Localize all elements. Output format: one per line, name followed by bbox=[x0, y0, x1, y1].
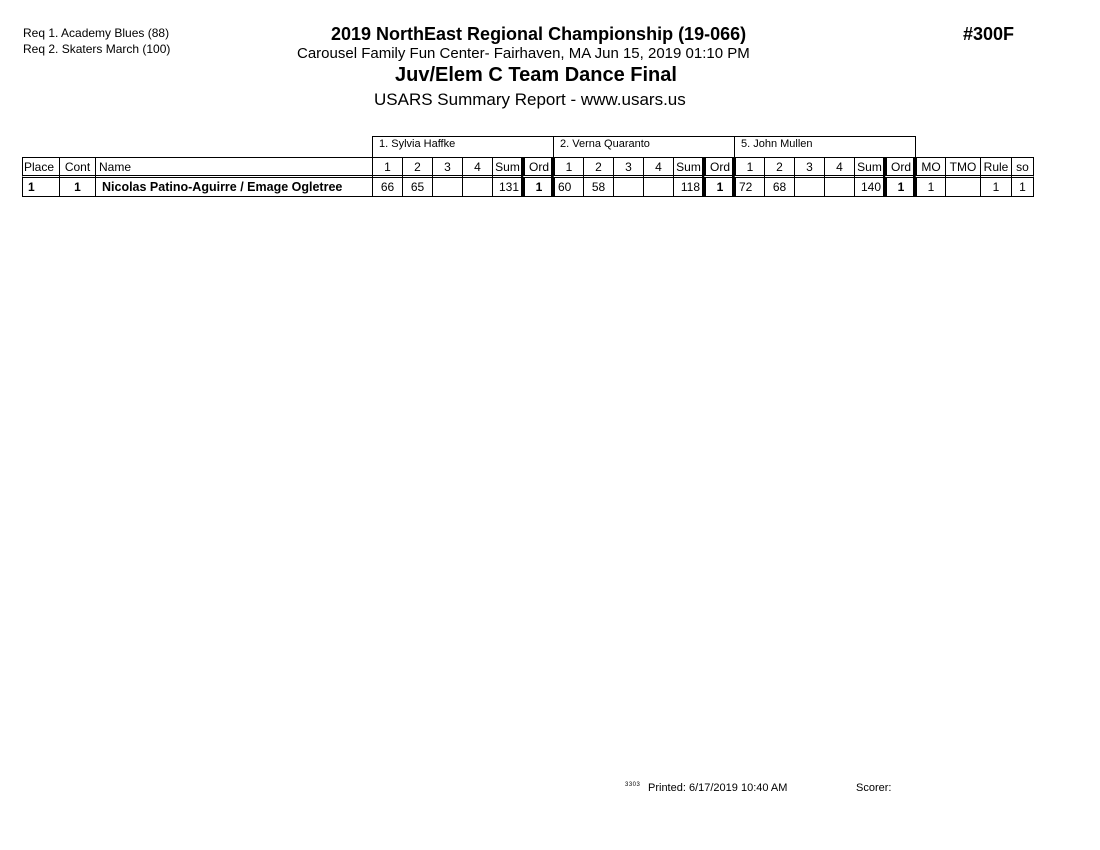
col-header-name: Name bbox=[95, 157, 373, 178]
j2-score-3 bbox=[613, 177, 644, 197]
j1-score-2: 65 bbox=[402, 177, 433, 197]
col-header-j2-ord: Ord bbox=[702, 157, 735, 178]
j2-score-1: 60 bbox=[551, 177, 584, 197]
col-header-j2-2: 2 bbox=[583, 157, 614, 178]
tmo-cell bbox=[945, 177, 981, 197]
skater-name-cell: Nicolas Patino-Aguirre / Emage Ogletree bbox=[95, 177, 373, 197]
col-header-j5-2: 2 bbox=[764, 157, 795, 178]
judge-header-2: 2. Verna Quaranto bbox=[553, 136, 735, 158]
j1-ord: 1 bbox=[521, 177, 554, 197]
rule-cell: 1 bbox=[980, 177, 1012, 197]
col-header-cont: Cont bbox=[59, 157, 96, 178]
place-cell: 1 bbox=[22, 177, 60, 197]
col-header-j2-4: 4 bbox=[643, 157, 674, 178]
col-header-j1-2: 2 bbox=[402, 157, 433, 178]
scorer-label: Scorer: bbox=[856, 782, 892, 794]
col-header-j2-3: 3 bbox=[613, 157, 644, 178]
j1-score-4 bbox=[462, 177, 493, 197]
col-header-mo: MO bbox=[913, 157, 946, 178]
col-header-j1-3: 3 bbox=[432, 157, 463, 178]
j2-score-4 bbox=[643, 177, 674, 197]
col-header-j2-1: 1 bbox=[551, 157, 584, 178]
j2-score-2: 58 bbox=[583, 177, 614, 197]
j2-ord: 1 bbox=[702, 177, 735, 197]
judge-header-1: 1. Sylvia Haffke bbox=[372, 136, 554, 158]
col-header-j5-3: 3 bbox=[794, 157, 825, 178]
j2-sum: 118 bbox=[673, 177, 704, 197]
col-header-j5-1: 1 bbox=[732, 157, 765, 178]
col-header-j1-ord: Ord bbox=[521, 157, 554, 178]
j5-score-4 bbox=[824, 177, 855, 197]
j5-score-2: 68 bbox=[764, 177, 795, 197]
event-title: 2019 NorthEast Regional Championship (19-066) bbox=[331, 24, 747, 44]
printed-timestamp: Printed: 6/17/2019 10:40 AM bbox=[648, 782, 788, 794]
so-cell: 1 bbox=[1011, 177, 1034, 197]
required-element-1: Req 1. Academy Blues (88) bbox=[23, 26, 170, 40]
col-header-rule: Rule bbox=[980, 157, 1012, 178]
col-header-j1-sum: Sum bbox=[492, 157, 523, 178]
j5-score-1: 72 bbox=[732, 177, 765, 197]
col-header-so: so bbox=[1011, 157, 1034, 178]
j1-score-1: 66 bbox=[372, 177, 403, 197]
j5-score-3 bbox=[794, 177, 825, 197]
col-header-place: Place bbox=[22, 157, 60, 178]
col-header-j1-4: 4 bbox=[462, 157, 493, 178]
footer-code: 3303 bbox=[625, 782, 641, 788]
col-header-j5-ord: Ord bbox=[883, 157, 916, 178]
col-header-j5-4: 4 bbox=[824, 157, 855, 178]
col-header-j5-sum: Sum bbox=[854, 157, 885, 178]
event-number: #300F bbox=[963, 24, 1015, 44]
col-header-j2-sum: Sum bbox=[673, 157, 704, 178]
category-title: Juv/Elem C Team Dance Final bbox=[395, 64, 677, 86]
required-element-2: Req 2. Skaters March (100) bbox=[23, 42, 171, 56]
venue-line: Carousel Family Fun Center- Fairhaven, MA Jun 15, 2019 01:10 PM bbox=[297, 45, 750, 62]
j5-sum: 140 bbox=[854, 177, 885, 197]
col-header-j1-1: 1 bbox=[372, 157, 403, 178]
judge-header-5: 5. John Mullen bbox=[734, 136, 916, 158]
j5-ord: 1 bbox=[883, 177, 916, 197]
j1-score-3 bbox=[432, 177, 463, 197]
mo-cell: 1 bbox=[913, 177, 946, 197]
report-title: USARS Summary Report - www.usars.us bbox=[374, 90, 686, 109]
col-header-tmo: TMO bbox=[945, 157, 981, 178]
j1-sum: 131 bbox=[492, 177, 523, 197]
cont-cell: 1 bbox=[59, 177, 96, 197]
